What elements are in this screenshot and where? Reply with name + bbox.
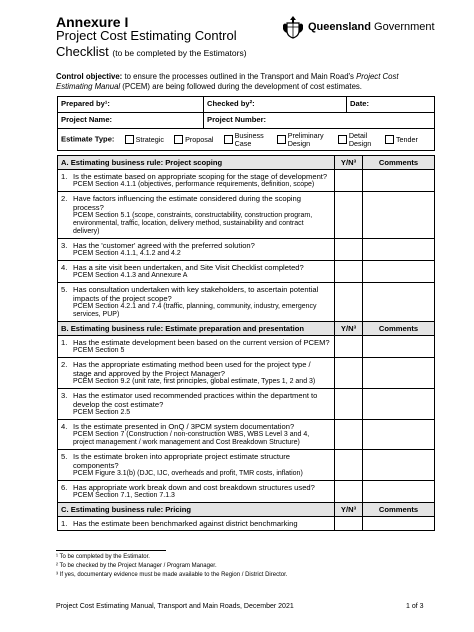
table-row — [58, 261, 435, 283]
checkbox-business-case[interactable] — [224, 135, 233, 144]
queensland-government-logo — [282, 14, 435, 40]
prepared-by-field[interactable]: Prepared by¹: — [58, 97, 204, 113]
comments-cell[interactable] — [363, 336, 435, 358]
yn-cell[interactable] — [335, 239, 363, 261]
table-row — [58, 389, 435, 420]
section-a-title: A. Estimating business rule: Project scoping — [58, 156, 335, 170]
yn-cell[interactable] — [335, 358, 363, 389]
question-text: Has consultation undertaken with key stakeholders, to ascertain potential impacts of the project scope? — [73, 285, 319, 303]
option-preliminary-design: Preliminary Design — [287, 131, 324, 148]
project-number-field[interactable]: Project Number: — [204, 113, 435, 129]
comments-cell[interactable] — [363, 389, 435, 420]
yn-header: Y/N³ — [335, 503, 363, 517]
question-text: Is the estimate broken into appropriate project estimate structure components? — [73, 452, 290, 470]
table-row — [58, 420, 435, 450]
question-text: Has the estimate been benchmarked against district benchmarking — [73, 519, 298, 528]
comments-header: Comments — [363, 322, 435, 336]
pcem-reference: PCEM Section 4.1.1, 4.1.2 and 4.2 — [73, 250, 181, 257]
date-field[interactable]: Date: — [347, 97, 435, 113]
page-footer: Project Cost Estimating Manual, Transport and Main Roads, December 2021 — [56, 603, 294, 610]
comments-cell[interactable] — [363, 239, 435, 261]
item-number: 1. — [61, 338, 68, 347]
section-b-header — [58, 322, 435, 336]
comments-cell[interactable] — [363, 358, 435, 389]
table-row — [58, 358, 435, 389]
estimate-type-row — [58, 129, 435, 151]
checkbox-strategic[interactable] — [125, 135, 134, 144]
item-number: 1. — [61, 172, 68, 181]
logo-text-rest: Government — [374, 21, 435, 33]
section-a-header — [58, 156, 435, 170]
comments-cell[interactable] — [363, 192, 435, 239]
control-objective — [56, 72, 428, 92]
yn-cell[interactable] — [335, 420, 363, 450]
annexure-heading: Annexure I — [56, 14, 129, 30]
section-b-title: B. Estimating business rule: Estimate preparation and presentation — [58, 322, 335, 336]
footnote-3: ³ If yes, documentary evidence must be made available to the Region / District Director. — [56, 572, 288, 578]
objective-text-1: to ensure the processes outlined in the Transport and Main Road's — [122, 72, 357, 81]
table-row — [58, 170, 435, 192]
question-text: Has the estimator used recommended practices within the department to develop the cost estimate? — [73, 391, 318, 409]
coat-of-arms-icon — [282, 14, 304, 40]
pcem-reference: PCEM Section 4.2.1 and 7.4 (traffic, planning, community, industry, emergency services, PUP) — [73, 303, 317, 318]
question-text: Has the appropriate estimating method been used for the project type / stage and approved by the Project Manager? — [73, 360, 311, 378]
table-row — [58, 481, 435, 503]
page-title: Project Cost Estimating Control — [56, 28, 237, 43]
option-tender: Tender — [395, 134, 418, 144]
comments-cell[interactable] — [363, 261, 435, 283]
item-number: 5. — [61, 452, 68, 461]
pcem-reference: PCEM Figure 3.1(b) (DJC, IJC, overheads and profit, TMR costs, inflation) — [73, 470, 303, 477]
checkbox-preliminary-design[interactable] — [277, 135, 286, 144]
question-text: Has appropriate work break down and cost breakdown structures used? — [73, 483, 315, 492]
pcem-reference: PCEM Section 7.1, Section 7.1.3 — [73, 492, 175, 499]
item-number: 3. — [61, 241, 68, 250]
pcem-reference: PCEM Section 5.1 (scope, constraints, constructability, construction program, environmental, traffic, location, delivery method, sustainability and contract delivery) — [73, 212, 313, 235]
comments-cell[interactable] — [363, 481, 435, 503]
item-number: 4. — [61, 422, 68, 431]
checkbox-detail-design[interactable] — [338, 135, 347, 144]
yn-header: Y/N³ — [335, 156, 363, 170]
table-row — [58, 336, 435, 358]
checkbox-proposal[interactable] — [174, 135, 183, 144]
section-c-title: C. Estimating business rule: Pricing — [58, 503, 335, 517]
page-number: 1 of 3 — [406, 603, 424, 610]
footnote-divider — [56, 550, 166, 551]
item-number: 6. — [61, 483, 68, 492]
footnote-2: ² To be checked by the Project Manager / Program Manager. — [56, 563, 217, 569]
option-strategic: Strategic — [135, 134, 164, 144]
checked-by-field[interactable]: Checked by²: — [204, 97, 347, 113]
yn-cell[interactable] — [335, 450, 363, 481]
question-text: Is the estimate based on appropriate scoping for the stage of development? — [73, 172, 328, 181]
comments-header: Comments — [363, 156, 435, 170]
table-row — [58, 450, 435, 481]
comments-cell[interactable] — [363, 170, 435, 192]
yn-cell[interactable] — [335, 389, 363, 420]
item-number: 5. — [61, 285, 68, 294]
project-info-table — [57, 96, 435, 151]
yn-cell[interactable] — [335, 261, 363, 283]
checkbox-tender[interactable] — [385, 135, 394, 144]
yn-cell[interactable] — [335, 283, 363, 322]
checklist-table — [57, 155, 435, 531]
pcem-reference: PCEM Section 5 — [73, 347, 125, 354]
checklist-subtitle: (to be completed by the Estimators) — [112, 48, 247, 58]
footnote-1: ¹ To be completed by the Estimator. — [56, 554, 150, 560]
objective-label: Control objective: — [56, 72, 123, 81]
yn-cell[interactable] — [335, 517, 363, 531]
table-row — [58, 192, 435, 239]
comments-cell[interactable] — [363, 283, 435, 322]
pcem-reference: PCEM Section 4.1.1 (objectives, performance requirements, definition, scope) — [73, 181, 315, 188]
estimate-type-label: Estimate Type: — [61, 134, 115, 144]
question-text: Has the 'customer' agreed with the preferred solution? — [73, 241, 255, 250]
yn-cell[interactable] — [335, 192, 363, 239]
comments-cell[interactable] — [363, 420, 435, 450]
pcem-reference: PCEM Section 2.5 — [73, 409, 131, 416]
item-number: 2. — [61, 360, 68, 369]
section-c-header — [58, 503, 435, 517]
checklist-heading — [56, 44, 247, 59]
checklist-label: Checklist — [56, 44, 109, 59]
pcem-reference: PCEM Section 4.1.3 and Annexure A — [73, 272, 188, 279]
option-business-case: Business Case — [234, 131, 264, 148]
item-number: 3. — [61, 391, 68, 400]
option-proposal: Proposal — [185, 134, 214, 144]
yn-header: Y/N³ — [335, 322, 363, 336]
comments-cell[interactable] — [363, 450, 435, 481]
logo-text — [308, 21, 435, 33]
comments-header: Comments — [363, 503, 435, 517]
option-detail-design: Detail Design — [348, 131, 372, 148]
item-number: 2. — [61, 194, 68, 203]
yn-cell[interactable] — [335, 481, 363, 503]
objective-manual-name: Project Cost Estimating Manual — [56, 72, 399, 91]
question-text: Is the estimate presented in OnQ / 3PCM system documentation? — [73, 422, 295, 431]
yn-cell[interactable] — [335, 336, 363, 358]
logo-text-bold: Queensland — [308, 21, 371, 33]
table-row — [58, 517, 435, 531]
item-number: 1. — [61, 519, 68, 528]
question-text: Has the estimate development been based on the current version of PCEM? — [73, 338, 330, 347]
project-name-field[interactable]: Project Name: — [58, 113, 204, 129]
item-number: 4. — [61, 263, 68, 272]
pcem-reference: PCEM Section 9.2 (unit rate, first principles, global estimate, Types 1, 2 and 3) — [73, 378, 316, 385]
pcem-reference: PCEM Section 7 (Construction / non-construction WBS, WBS Level 3 and 4, project management / work management and Cost Breakdown Structure) — [73, 431, 310, 446]
comments-cell[interactable] — [363, 517, 435, 531]
table-row — [58, 239, 435, 261]
question-text: Has a site visit been undertaken, and Site Visit Checklist completed? — [73, 263, 304, 272]
table-row — [58, 283, 435, 322]
question-text: Have factors influencing the estimate considered during the scoping process? — [73, 194, 301, 212]
objective-text-2: (PCEM) are being followed during the development of cost estimates. — [120, 82, 362, 91]
yn-cell[interactable] — [335, 170, 363, 192]
